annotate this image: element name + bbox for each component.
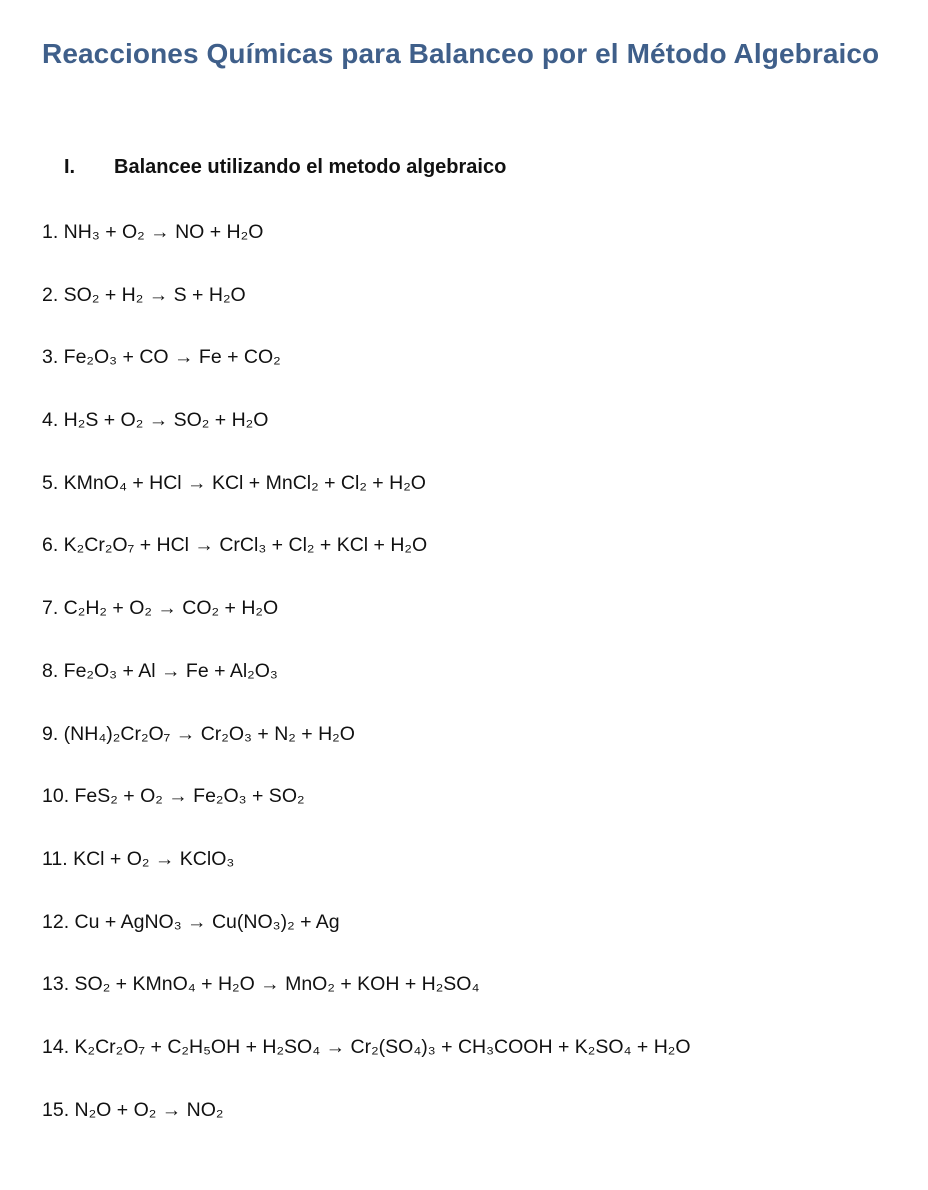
reaction-item-5: 5. KMnO₄ + HCl → KCl + MnCl₂ + Cl₂ + H₂O <box>42 471 426 494</box>
reaction-item-11: 11. KCl + O₂ → KClO₃ <box>42 847 235 870</box>
reaction-item-6: 6. K₂Cr₂O₇ + HCl → CrCl₃ + Cl₂ + KCl + H₂O <box>42 534 428 557</box>
section-numeral: I. <box>64 156 76 178</box>
reaction-item-3: 3. Fe₂O₃ + CO → Fe + CO₂ <box>42 346 281 369</box>
reaction-list <box>42 219 691 1159</box>
reaction-item-2: 2. SO₂ + H₂ → S + H₂O <box>42 283 246 306</box>
reaction-item-14: 14. K₂Cr₂O₇ + C₂H₅OH + H₂SO₄ → Cr₂(SO₄)₃ + CH₃COOH + K₂SO₄ + H₂O <box>42 1035 691 1058</box>
reaction-item-7: 7. C₂H₂ + O₂ → CO₂ + H₂O <box>42 597 279 620</box>
reaction-item-4: 4. H₂S + O₂ → SO₂ + H₂O <box>42 409 269 432</box>
reaction-item-8: 8. Fe₂O₃ + Al → Fe + Al₂O₃ <box>42 659 278 682</box>
reaction-item-15: 15. N₂O + O₂ → NO₂ <box>42 1098 224 1121</box>
document-title: Reacciones Químicas para Balanceo por el Método Algebraico <box>42 38 880 69</box>
section-heading <box>64 156 506 179</box>
reaction-item-12: 12. Cu + AgNO₃ → Cu(NO₃)₂ + Ag <box>42 910 340 933</box>
reaction-item-13: 13. SO₂ + KMnO₄ + H₂O → MnO₂ + KOH + H₂SO₄ <box>42 973 480 996</box>
section-heading-text: Balancee utilizando el metodo algebraico <box>114 156 507 178</box>
reaction-item-10: 10. FeS₂ + O₂ → Fe₂O₃ + SO₂ <box>42 785 305 808</box>
reaction-item-1: 1. NH₃ + O₂ → NO + H₂O <box>42 221 264 243</box>
reaction-item-9: 9. (NH₄)₂Cr₂O₇ → Cr₂O₃ + N₂ + H₂O <box>42 722 355 745</box>
